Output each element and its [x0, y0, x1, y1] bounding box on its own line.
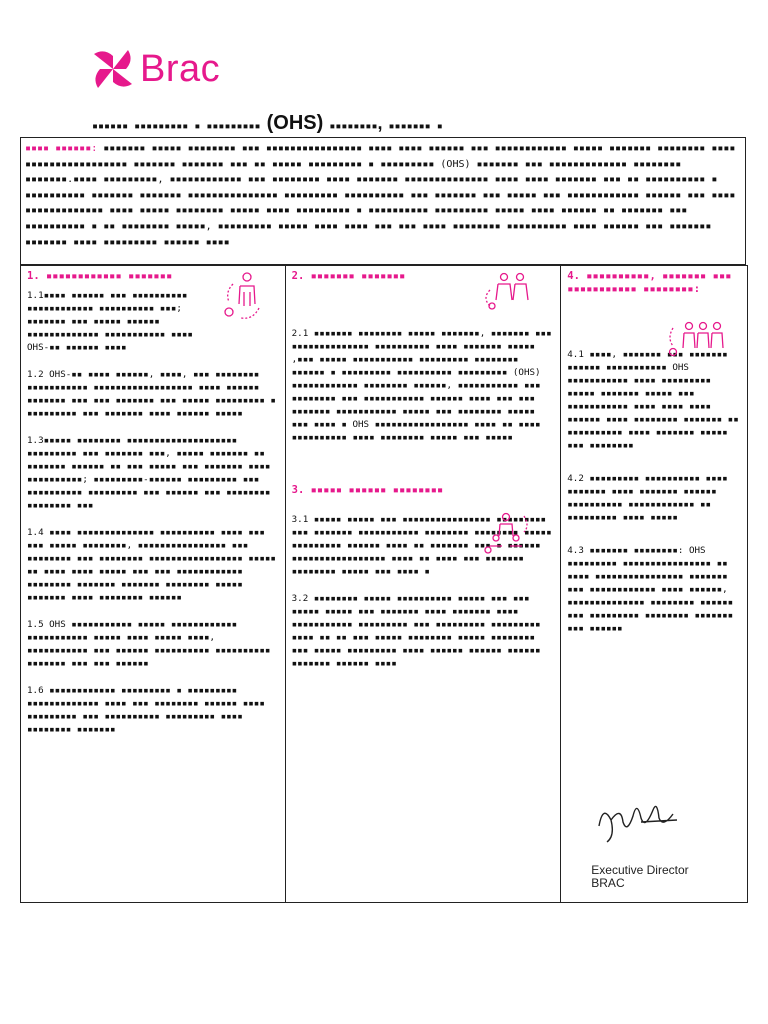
section-1-1: 1.1▪▪▪▪ ▪▪▪▪▪▪ ▪▪▪ ▪▪▪▪▪▪▪▪▪▪ ▪▪▪▪▪▪▪▪▪▪▪▪ ▪▪▪▪▪▪▪▪▪▪ ▪▪▪; ▪▪▪▪▪▪▪ ▪▪▪ ▪▪▪▪▪ ▪▪▪▪▪▪ ▪▪▪▪▪▪▪▪▪▪▪▪▪ ▪▪▪▪▪▪▪▪▪▪▪ ▪▪▪▪ OHS-▪▪ ▪▪▪▪▪▪ ▪▪▪▪ — [27, 290, 193, 353]
brand-name: Brac — [140, 47, 221, 90]
section-1-6: 1.6 ▪▪▪▪▪▪▪▪▪▪▪▪ ▪▪▪▪▪▪▪▪▪ ▪ ▪▪▪▪▪▪▪▪▪ ▪▪▪▪▪▪▪▪▪▪▪▪▪ ▪▪▪▪ ▪▪▪ ▪▪▪▪▪▪▪▪ ▪▪▪▪▪▪ ▪▪▪▪ ▪▪▪▪▪▪▪▪▪ ▪▪▪ ▪▪▪▪▪▪▪▪▪▪ ▪▪▪▪▪▪▪▪▪ ▪▪▪▪ ▪▪▪▪▪▪▪▪ ▪▪▪▪▪▪▪ — [27, 685, 265, 735]
intro-text: ▪▪▪▪▪▪▪ ▪▪▪▪▪ ▪▪▪▪▪▪▪▪ ▪▪▪ ▪▪▪▪▪▪▪▪▪▪▪▪▪▪▪▪ ▪▪▪▪ ▪▪▪▪ ▪▪▪▪▪▪ ▪▪▪ ▪▪▪▪▪▪▪▪▪▪▪▪ ▪▪▪▪▪ ▪▪▪▪▪▪▪ ▪▪▪▪▪▪▪▪ ▪▪▪▪ ▪▪▪▪▪▪▪▪▪▪▪▪▪▪▪▪▪ ▪▪▪▪▪▪▪ ▪▪▪▪▪▪▪ ▪▪▪ ▪▪ ▪▪▪▪▪ ▪▪▪▪▪▪▪▪▪ ▪ ▪▪▪▪▪▪▪▪▪ (OHS) ▪▪▪▪▪▪▪ ▪▪▪ ▪▪▪▪▪▪▪▪▪▪▪▪▪ ▪▪▪▪▪▪▪▪ ▪▪▪▪▪▪▪.▪▪▪▪ ▪▪▪▪▪▪▪▪▪, ▪▪▪▪▪▪▪▪▪▪▪▪ ▪▪▪ ▪▪▪▪▪▪▪▪ ▪▪▪▪ ▪▪▪▪▪▪▪ ▪▪▪▪▪▪▪▪▪▪▪▪▪▪ ▪▪▪▪ ▪▪▪▪ ▪▪▪▪▪▪▪ ▪▪▪ ▪▪ ▪▪▪▪▪▪▪▪▪▪ ▪ ▪▪▪▪▪▪▪▪▪▪ ▪▪▪▪▪▪▪ ▪▪▪▪▪▪▪ ▪▪▪▪▪▪▪▪▪▪▪▪▪▪▪ ▪▪▪▪▪▪▪▪▪ ▪▪▪▪▪▪▪▪▪▪ ▪▪▪ ▪▪▪▪▪▪▪ ▪▪▪ ▪▪▪▪▪ ▪▪▪ ▪▪▪▪▪▪▪▪▪▪▪▪ ▪▪▪▪▪▪ ▪▪▪ ▪▪▪▪ ▪▪▪▪▪▪▪▪▪▪▪▪▪ ▪▪▪▪ ▪▪▪▪▪ ▪▪▪▪▪▪▪▪ ▪▪▪▪▪ ▪▪▪▪ ▪▪▪▪▪▪▪▪▪ ▪ ▪▪▪▪▪▪▪▪▪▪ ▪▪▪▪▪▪▪▪▪ ▪▪▪▪▪ ▪▪▪▪ ▪▪▪▪▪▪ ▪▪ ▪▪▪▪▪▪▪ ▪▪▪ ▪▪▪▪▪▪▪▪▪▪ ▪ ▪▪ ▪▪▪▪▪▪▪▪ ▪▪▪▪▪, ▪▪▪▪▪▪▪▪▪ ▪▪▪▪▪ ▪▪▪▪ ▪▪▪▪ ▪▪▪ ▪▪▪ ▪▪▪▪ ▪▪▪▪▪▪▪▪ ▪▪▪▪▪▪▪▪▪▪ ▪▪▪▪ ▪▪▪▪▪▪ ▪▪▪ ▪▪▪▪▪▪▪ ▪▪▪▪▪▪▪ ▪▪▪▪ ▪▪▪▪▪▪▪▪▪ ▪▪▪▪▪▪ ▪▪▪▪ — [25, 143, 736, 248]
signature-org: BRAC — [591, 876, 625, 890]
title-comma: , — [377, 113, 383, 133]
intro-label: ▪▪▪▪ ▪▪▪▪▪▪: — [25, 143, 98, 154]
section-4-3 — [567, 544, 741, 635]
signature-image — [593, 796, 683, 848]
brac-logo — [90, 46, 220, 92]
column-3 — [561, 266, 747, 902]
title-middle: ▪▪▪▪▪▪▪▪ — [329, 121, 378, 132]
title-ohs: (OHS) — [266, 112, 324, 134]
signature-title: Executive Director — [591, 863, 689, 877]
title-suffix: ▪▪▪▪▪▪▪ ▪ — [388, 121, 443, 132]
signature-block — [591, 864, 688, 890]
section-3-1: 3.1 ▪▪▪▪▪ ▪▪▪▪▪ ▪▪▪ ▪▪▪▪▪▪▪▪▪▪▪▪▪▪▪▪ ▪▪▪▪▪▪▪▪▪ ▪▪▪ ▪▪▪▪▪▪▪ ▪▪▪▪▪▪▪▪▪▪▪ ▪▪▪▪▪▪▪▪ ▪▪▪▪▪▪▪▪ ▪▪▪▪▪ ▪▪▪▪▪▪▪▪▪ ▪▪▪▪▪▪ ▪▪▪▪ ▪▪ ▪▪▪▪▪▪▪ ▪▪▪ ▪ ▪▪▪▪▪▪ ▪▪▪▪▪▪▪▪▪▪▪▪▪▪▪▪▪ ▪▪▪▪ ▪▪ ▪▪▪▪ ▪▪▪ ▪▪▪▪▪▪▪ ▪▪▪▪▪▪▪▪ ▪▪▪▪▪ ▪▪▪ ▪▪▪▪ ▪ — [291, 514, 552, 577]
page-title — [92, 112, 692, 135]
team-process-icon — [480, 270, 536, 314]
section-3-title: 3. ▪▪▪▪▪ ▪▪▪▪▪▪ ▪▪▪▪▪▪▪▪ — [291, 484, 444, 496]
section-4-2: 4.2 ▪▪▪▪▪▪▪▪▪ ▪▪▪▪▪▪▪▪▪▪ ▪▪▪▪ ▪▪▪▪▪▪▪ ▪▪▪▪ ▪▪▪▪▪▪▪ ▪▪▪▪▪▪ ▪▪▪▪▪▪▪▪▪▪ ▪▪▪▪▪▪▪▪▪▪▪▪ ▪▪ ▪▪▪▪▪▪▪▪▪ ▪▪▪▪ ▪▪▪▪▪ — [567, 473, 728, 523]
policy-grid — [20, 265, 748, 903]
column-2 — [286, 266, 562, 902]
title-prefix: ▪▪▪▪▪▪ ▪▪▪▪▪▪▪▪▪ ▪ ▪▪▪▪▪▪▪▪▪ — [92, 121, 261, 132]
intro-box — [20, 137, 746, 265]
section-1-4: 1.4 ▪▪▪▪ ▪▪▪▪▪▪▪▪▪▪▪▪▪▪ ▪▪▪▪▪▪▪▪▪▪ ▪▪▪▪ ▪▪▪ ▪▪▪ ▪▪▪▪▪ ▪▪▪▪▪▪▪▪, ▪▪▪▪▪▪▪▪▪▪▪▪▪▪▪▪ ▪▪▪ ▪▪▪▪▪▪▪▪ ▪▪▪ ▪▪▪▪▪▪▪▪ ▪▪▪▪▪▪▪▪▪▪▪▪▪▪▪▪▪ ▪▪▪▪▪ ▪▪ ▪▪▪▪ ▪▪▪▪ ▪▪▪▪▪ ▪▪▪ ▪▪▪ ▪▪▪▪▪▪▪▪▪▪▪▪ ▪▪▪▪▪▪▪▪ ▪▪▪▪▪▪▪ ▪▪▪▪▪▪▪ ▪▪▪▪▪▪▪▪ ▪▪▪▪▪ ▪▪▪▪▪▪▪ ▪▪▪▪ ▪▪▪▪▪▪▪▪ ▪▪▪▪▪▪ — [27, 527, 276, 603]
person-cycle-icon — [219, 270, 263, 326]
section-1-3: 1.3▪▪▪▪▪ ▪▪▪▪▪▪▪▪ ▪▪▪▪▪▪▪▪▪▪▪▪▪▪▪▪▪▪▪▪ ▪▪▪▪▪▪▪▪▪ ▪▪▪ ▪▪▪▪▪▪▪ ▪▪▪, ▪▪▪▪▪ ▪▪▪▪▪▪▪ ▪▪ ▪▪▪▪▪▪▪ ▪▪▪▪▪▪ ▪▪ ▪▪▪ ▪▪▪▪▪ ▪▪▪ ▪▪▪▪▪▪▪ ▪▪▪▪ ▪▪▪▪▪▪▪▪▪▪; ▪▪▪▪▪▪▪▪▪-▪▪▪▪▪▪ ▪▪▪▪▪▪▪▪▪ ▪▪▪ ▪▪▪▪▪▪▪▪▪▪ ▪▪▪▪▪▪▪▪▪ ▪▪▪ ▪▪▪▪▪▪ ▪▪▪ ▪▪▪▪▪▪▪▪ ▪▪▪▪▪▪▪▪ ▪▪▪ — [27, 435, 271, 511]
section-4-title: 4. ▪▪▪▪▪▪▪▪▪▪, ▪▪▪▪▪▪▪ ▪▪▪ ▪▪▪▪▪▪▪▪▪▪▪ ▪▪▪▪▪▪▪▪: — [567, 270, 732, 295]
section-1-title: 1. ▪▪▪▪▪▪▪▪▪▪▪▪ ▪▪▪▪▪▪▪ — [27, 270, 173, 282]
section-2-1: 2.1 ▪▪▪▪▪▪▪ ▪▪▪▪▪▪▪▪ ▪▪▪▪▪ ▪▪▪▪▪▪▪, ▪▪▪▪▪▪▪ ▪▪▪ ▪▪▪▪▪▪▪▪▪▪▪▪▪▪ ▪▪▪▪▪▪▪▪▪▪ ▪▪▪▪ ▪▪▪▪▪▪▪ ▪▪▪▪▪ ,▪▪▪ ▪▪▪▪▪ ▪▪▪▪▪▪▪▪▪▪▪ ▪▪▪▪▪▪▪▪▪ ▪▪▪▪▪▪▪▪ ▪▪▪▪▪▪ ▪ ▪▪▪▪▪▪▪▪▪ ▪▪▪▪▪▪▪▪▪▪ ▪▪▪▪▪▪▪▪▪ (OHS) ▪▪▪▪▪▪▪▪▪▪▪▪ ▪▪▪▪▪▪▪▪ ▪▪▪▪▪▪, ▪▪▪▪▪▪▪▪▪▪▪ ▪▪▪ ▪▪▪▪▪▪▪▪ ▪▪▪ ▪▪▪▪▪▪▪▪▪▪▪ ▪▪▪▪▪▪ ▪▪▪▪ ▪▪▪ ▪▪▪ ▪▪▪▪▪▪▪ ▪▪▪▪▪▪▪▪▪▪▪ ▪▪▪▪▪ ▪▪▪ ▪▪▪▪▪▪▪▪ ▪▪▪▪▪ ▪▪▪ ▪▪▪▪ ▪ OHS ▪▪▪▪▪▪▪▪▪▪▪▪▪▪▪▪▪ ▪▪▪▪ ▪▪ ▪▪▪▪ ▪▪▪▪▪▪▪▪▪▪ ▪▪▪▪ ▪▪▪▪▪▪▪▪ ▪▪▪▪▪ ▪▪▪ ▪▪▪▪▪ — [291, 328, 552, 443]
section-3-2: 3.2 ▪▪▪▪▪▪▪▪ ▪▪▪▪▪ ▪▪▪▪▪▪▪▪▪▪ ▪▪▪▪▪ ▪▪▪ ▪▪▪ ▪▪▪▪▪ ▪▪▪▪▪ ▪▪▪ ▪▪▪▪▪▪▪ ▪▪▪▪ ▪▪▪▪▪▪▪ ▪▪▪▪ ▪▪▪▪▪▪▪▪▪▪▪ ▪▪▪▪▪▪▪▪▪ ▪▪▪ ▪▪▪▪▪▪▪▪▪ ▪▪▪▪▪▪▪▪▪ ▪▪▪▪ ▪▪ ▪▪ ▪▪▪ ▪▪▪▪▪ ▪▪▪▪▪▪▪▪ ▪▪▪▪▪ ▪▪▪▪▪▪▪▪ ▪▪▪ ▪▪▪▪▪ ▪▪▪▪▪▪▪▪▪ ▪▪▪▪ ▪▪▪▪▪▪ ▪▪▪▪▪▪ ▪▪▪▪▪▪ ▪▪▪▪▪▪▪ ▪▪▪▪▪▪ ▪▪▪▪ — [291, 593, 541, 669]
column-1 — [21, 266, 286, 902]
section-4-1: 4.1 ▪▪▪▪, ▪▪▪▪▪▪▪ ▪▪▪ ▪▪▪▪▪▪▪ ▪▪▪▪▪▪ ▪▪▪▪▪▪▪▪▪▪▪ OHS ▪▪▪▪▪▪▪▪▪▪▪ ▪▪▪▪ ▪▪▪▪▪▪▪▪▪ ▪▪▪▪▪ ▪▪▪▪▪▪▪ ▪▪▪▪▪ ▪▪▪ ▪▪▪▪▪▪▪▪▪▪▪ ▪▪▪▪ ▪▪▪▪ ▪▪▪▪ ▪▪▪▪▪▪ ▪▪▪▪ ▪▪▪▪▪▪▪▪ ▪▪▪▪▪▪▪ ▪▪ ▪▪▪▪▪▪▪▪▪▪ ▪▪▪▪ ▪▪▪▪▪▪▪ ▪▪▪▪▪ ▪▪▪ ▪▪▪▪▪▪▪▪ — [567, 349, 739, 451]
brac-pinwheel-icon — [90, 46, 136, 92]
section-1-2: 1.2 OHS-▪▪ ▪▪▪▪ ▪▪▪▪▪▪, ▪▪▪▪, ▪▪▪ ▪▪▪▪▪▪▪▪ ▪▪▪▪▪▪▪▪▪▪▪ ▪▪▪▪▪▪▪▪▪▪▪▪▪▪▪▪▪▪ ▪▪▪▪ ▪▪▪▪▪▪ ▪▪▪▪▪▪▪ ▪▪▪ ▪▪▪ ▪▪▪▪▪▪▪ ▪▪▪ ▪▪▪▪▪ ▪▪▪▪▪▪▪▪▪ ▪ ▪▪▪▪▪▪▪▪▪ ▪▪▪ ▪▪▪▪▪▪▪ ▪▪▪▪ ▪▪▪▪▪▪ ▪▪▪▪▪ — [27, 369, 276, 419]
team-meeting-icon — [480, 510, 530, 556]
section-4-3-text: OHS ▪▪▪▪▪▪▪▪▪ ▪▪▪▪▪▪▪▪▪▪▪▪▪▪▪▪ ▪▪ ▪▪▪▪ ▪▪▪▪▪▪▪▪▪▪▪▪▪▪▪▪ ▪▪▪▪▪▪▪ ▪▪▪ ▪▪▪▪▪▪▪▪▪▪▪▪ ▪▪▪▪ ▪▪▪▪▪▪, ▪▪▪▪▪▪▪▪▪▪▪▪▪▪ ▪▪▪▪▪▪▪▪ ▪▪▪▪▪▪ ▪▪▪ ▪▪▪▪▪▪▪▪▪ ▪▪▪▪▪▪▪▪ ▪▪▪▪▪▪▪ ▪▪▪ ▪▪▪▪▪▪ — [567, 545, 734, 634]
section-1-5: 1.5 OHS ▪▪▪▪▪▪▪▪▪▪▪ ▪▪▪▪▪ ▪▪▪▪▪▪▪▪▪▪▪▪ ▪▪▪▪▪▪▪▪▪▪▪ ▪▪▪▪▪ ▪▪▪▪ ▪▪▪▪▪ ▪▪▪▪, ▪▪▪▪▪▪▪▪▪▪▪ ▪▪▪ ▪▪▪▪▪▪ ▪▪▪▪▪▪▪▪▪▪ ▪▪▪▪▪▪▪▪▪▪ ▪▪▪▪▪▪▪ ▪▪▪ ▪▪▪ ▪▪▪▪▪▪ — [27, 619, 271, 669]
section-4-3-label: 4.3 ▪▪▪▪▪▪▪ ▪▪▪▪▪▪▪▪: — [567, 545, 684, 556]
group-people-icon — [665, 318, 727, 364]
section-2-title: 2. ▪▪▪▪▪▪▪ ▪▪▪▪▪▪▪ — [291, 270, 406, 282]
